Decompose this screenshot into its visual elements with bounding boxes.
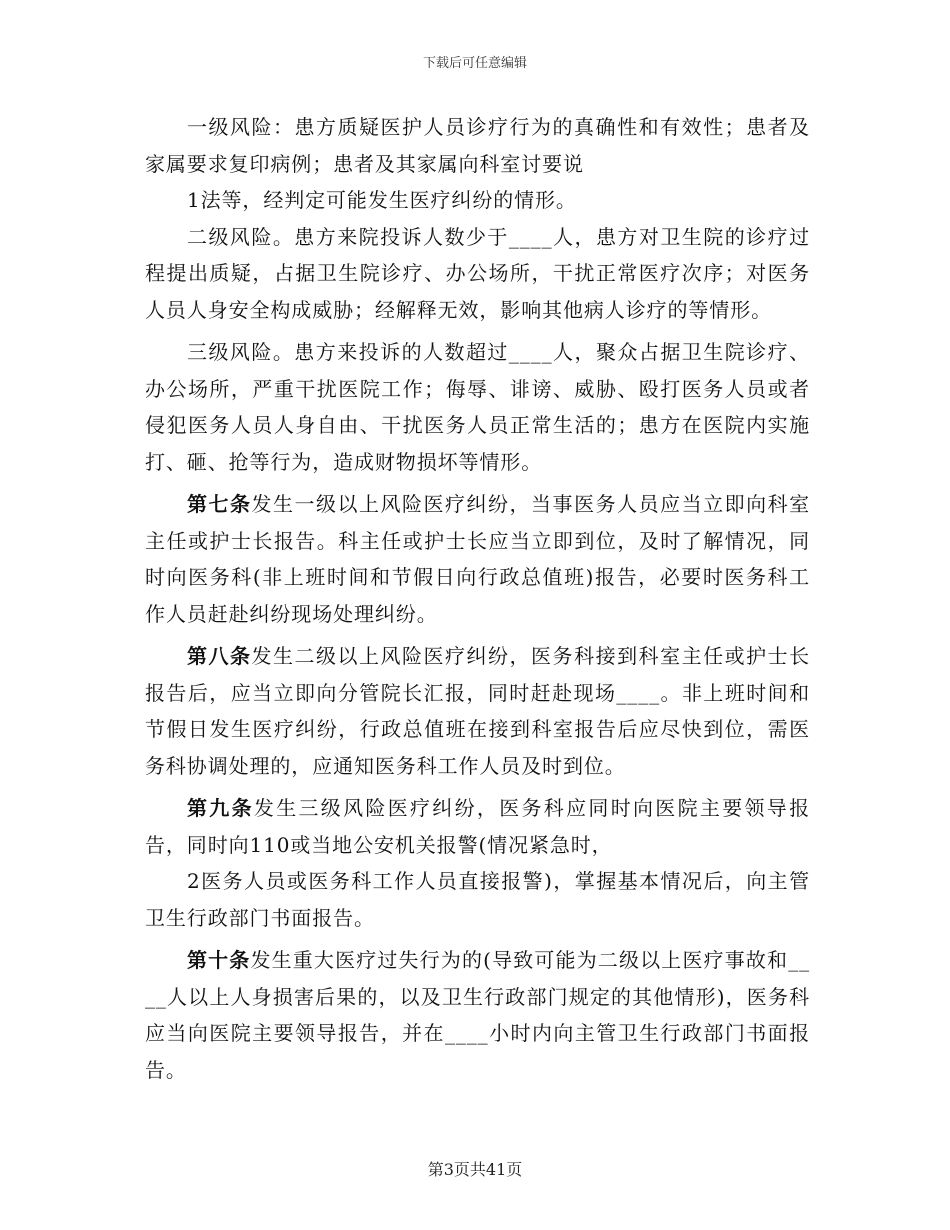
paragraph-text: 发生重大医疗过失行为的(导致可能为二级以上医疗事故和____人以上人身损害后果的，以及卫生行政部门规定的其他情形)，医务科应当向医院主要领导报告，并在____小时内向主管卫生行政部门书面报告。 (145, 948, 810, 1082)
paragraph-text: 三级风险。患方来投诉的人数超过____人，聚众占据卫生院诊疗、办公场所，严重干扰医院工作；侮辱、诽谤、威胁、殴打医务人员或者侵犯医务人员人身自由、干扰医务人员正常生活的；患方在医院内实施打、砸、抢等行为，造成财物损坏等情形。 (145, 340, 810, 474)
document-body (145, 109, 810, 1088)
paragraph-article-8 (145, 638, 810, 784)
paragraph-level-3-risk (145, 334, 810, 480)
article-lead: 第八条 (187, 644, 252, 668)
paragraph-text: 二级风险。患方来院投诉人数少于____人，患方对卫生院的诊疗过程提出质疑，占据卫生院诊疗、办公场所，干扰正常医疗次序；对医务人员人身安全构成威胁；经解释无效，影响其他病人诊疗的等情形。 (145, 224, 810, 322)
paragraph-text: 2医务人员或医务科工作人员直接报警)，掌握基本情况后，向主管卫生行政部门书面报告。 (145, 869, 810, 930)
article-lead: 第十条 (187, 948, 251, 972)
paragraph-text: 发生一级以上风险医疗纠纷，当事医务人员应当立即向科室主任或护士长报告。科主任或护士长应当立即到位，及时了解情况，同时向医务科(非上班时间和节假日向行政总值班)报告，必要时医务科工作人员赶赴纠纷现场处理纠纷。 (145, 492, 810, 626)
page-number: 第3页共41页 (427, 1160, 523, 1179)
paragraph-text: 1法等，经判定可能发生医疗纠纷的情形。 (187, 188, 577, 212)
paragraph-text: 发生二级以上风险医疗纠纷，医务科接到科室主任或护士长报告后，应当立即向分管院长汇报，同时赶赴现场____。非上班时间和节假日发生医疗纠纷，行政总值班在接到科室报告后应尽快到位，需医务科协调处理的，应通知医务科工作人员及时到位。 (145, 644, 810, 778)
paragraph-article-10 (145, 942, 810, 1088)
paragraph-article-9 (145, 790, 810, 863)
page-header-note: 下载后可任意编辑 (422, 56, 527, 71)
paragraph-text: 一级风险：患方质疑医护人员诊疗行为的真确性和有效性；患者及家属要求复印病例；患者及其家属向科室讨要说 (145, 115, 810, 176)
paragraph-article-9-continued (145, 863, 810, 936)
article-lead: 第七条 (187, 492, 252, 516)
article-lead: 第九条 (187, 796, 254, 820)
paragraph-article-7 (145, 486, 810, 632)
paragraph-level-1-risk (145, 109, 810, 182)
paragraph-level-1-risk-continued (145, 182, 810, 219)
paragraph-level-2-risk (145, 219, 810, 329)
paragraph-text: 发生三级风险医疗纠纷，医务科应同时向医院主要领导报告，同时向110或当地公安机关报警(情况紧急时， (145, 796, 811, 857)
